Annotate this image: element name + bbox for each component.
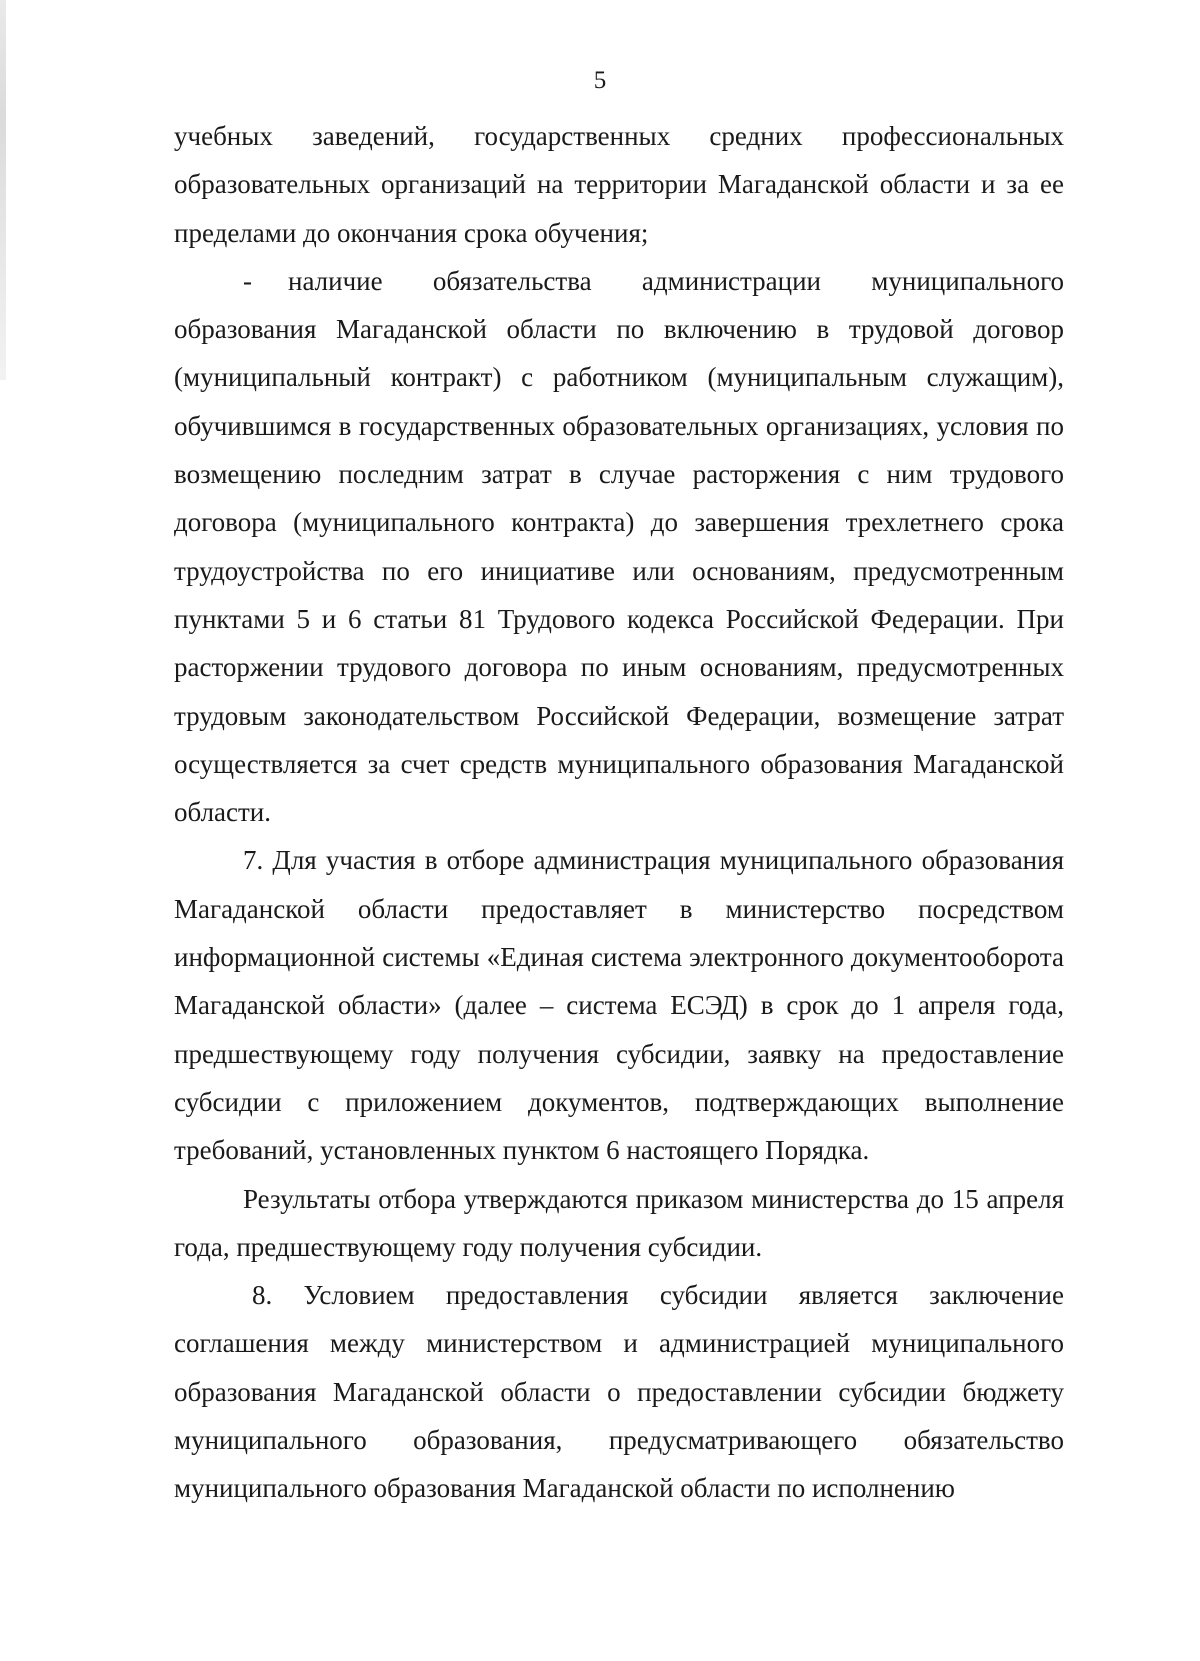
list-item-text: наличие обязательства администрации муниципального образования Магаданской области по включению в трудовой договор (муниципальный контракт) с работником (муниципальным служащим), обучившимся в государственных образовательных организациях, условия по возмещению последним затрат в случае расторжения с ним трудового договора (муниципального контракта) до завершения трехлетнего срока трудоустройства по его инициативе или основаниям, предусмотренным пунктами 5 и 6 статьи 81 Трудового кодекса Российской Федерации. При расторжении трудового договора по иным основаниям, предусмотренных трудовым законодательством Российской Федерации, возмещение затрат осуществляется за счет средств муниципального образования Магаданской области. <box>174 265 1064 828</box>
paragraph-item-7: 7. Для участия в отборе администрация муниципального образования Магаданской области предоставляет в министерство посредством информационной системы «Единая система электронного документооборота Магаданской области» (далее – система ЕСЭД) в срок до 1 апреля года, предшествующему году получения субсидии, заявку на предоставление субсидии с приложением документов, подтверждающих выполнение требований, установленных пунктом 6 настоящего Порядка. <box>174 845 1064 1166</box>
paragraph-selection-results: Результаты отбора утверждаются приказом министерства до 15 апреля года, предшествующему году получения субсидии. <box>174 1183 1064 1262</box>
list-dash: - <box>243 265 252 296</box>
paragraph-continuation: учебных заведений, государственных средних профессиональных образовательных организаций на территории Магаданской области и за ее пределами до окончания срока обучения; <box>174 121 1064 248</box>
scan-edge-shadow <box>0 0 6 380</box>
document-body <box>174 112 1064 1513</box>
paragraph-list-item <box>174 257 1064 837</box>
paragraph-item-8: 8. Условием предоставления субсидии является заключение соглашения между министерством и администрацией муниципального образования Магаданской области о предоставлении субсидии бюджету муниципального образования, предусматривающего обязательство муниципального образования Магаданской области по исполнению <box>174 1280 1064 1504</box>
page-number: 5 <box>593 67 607 94</box>
